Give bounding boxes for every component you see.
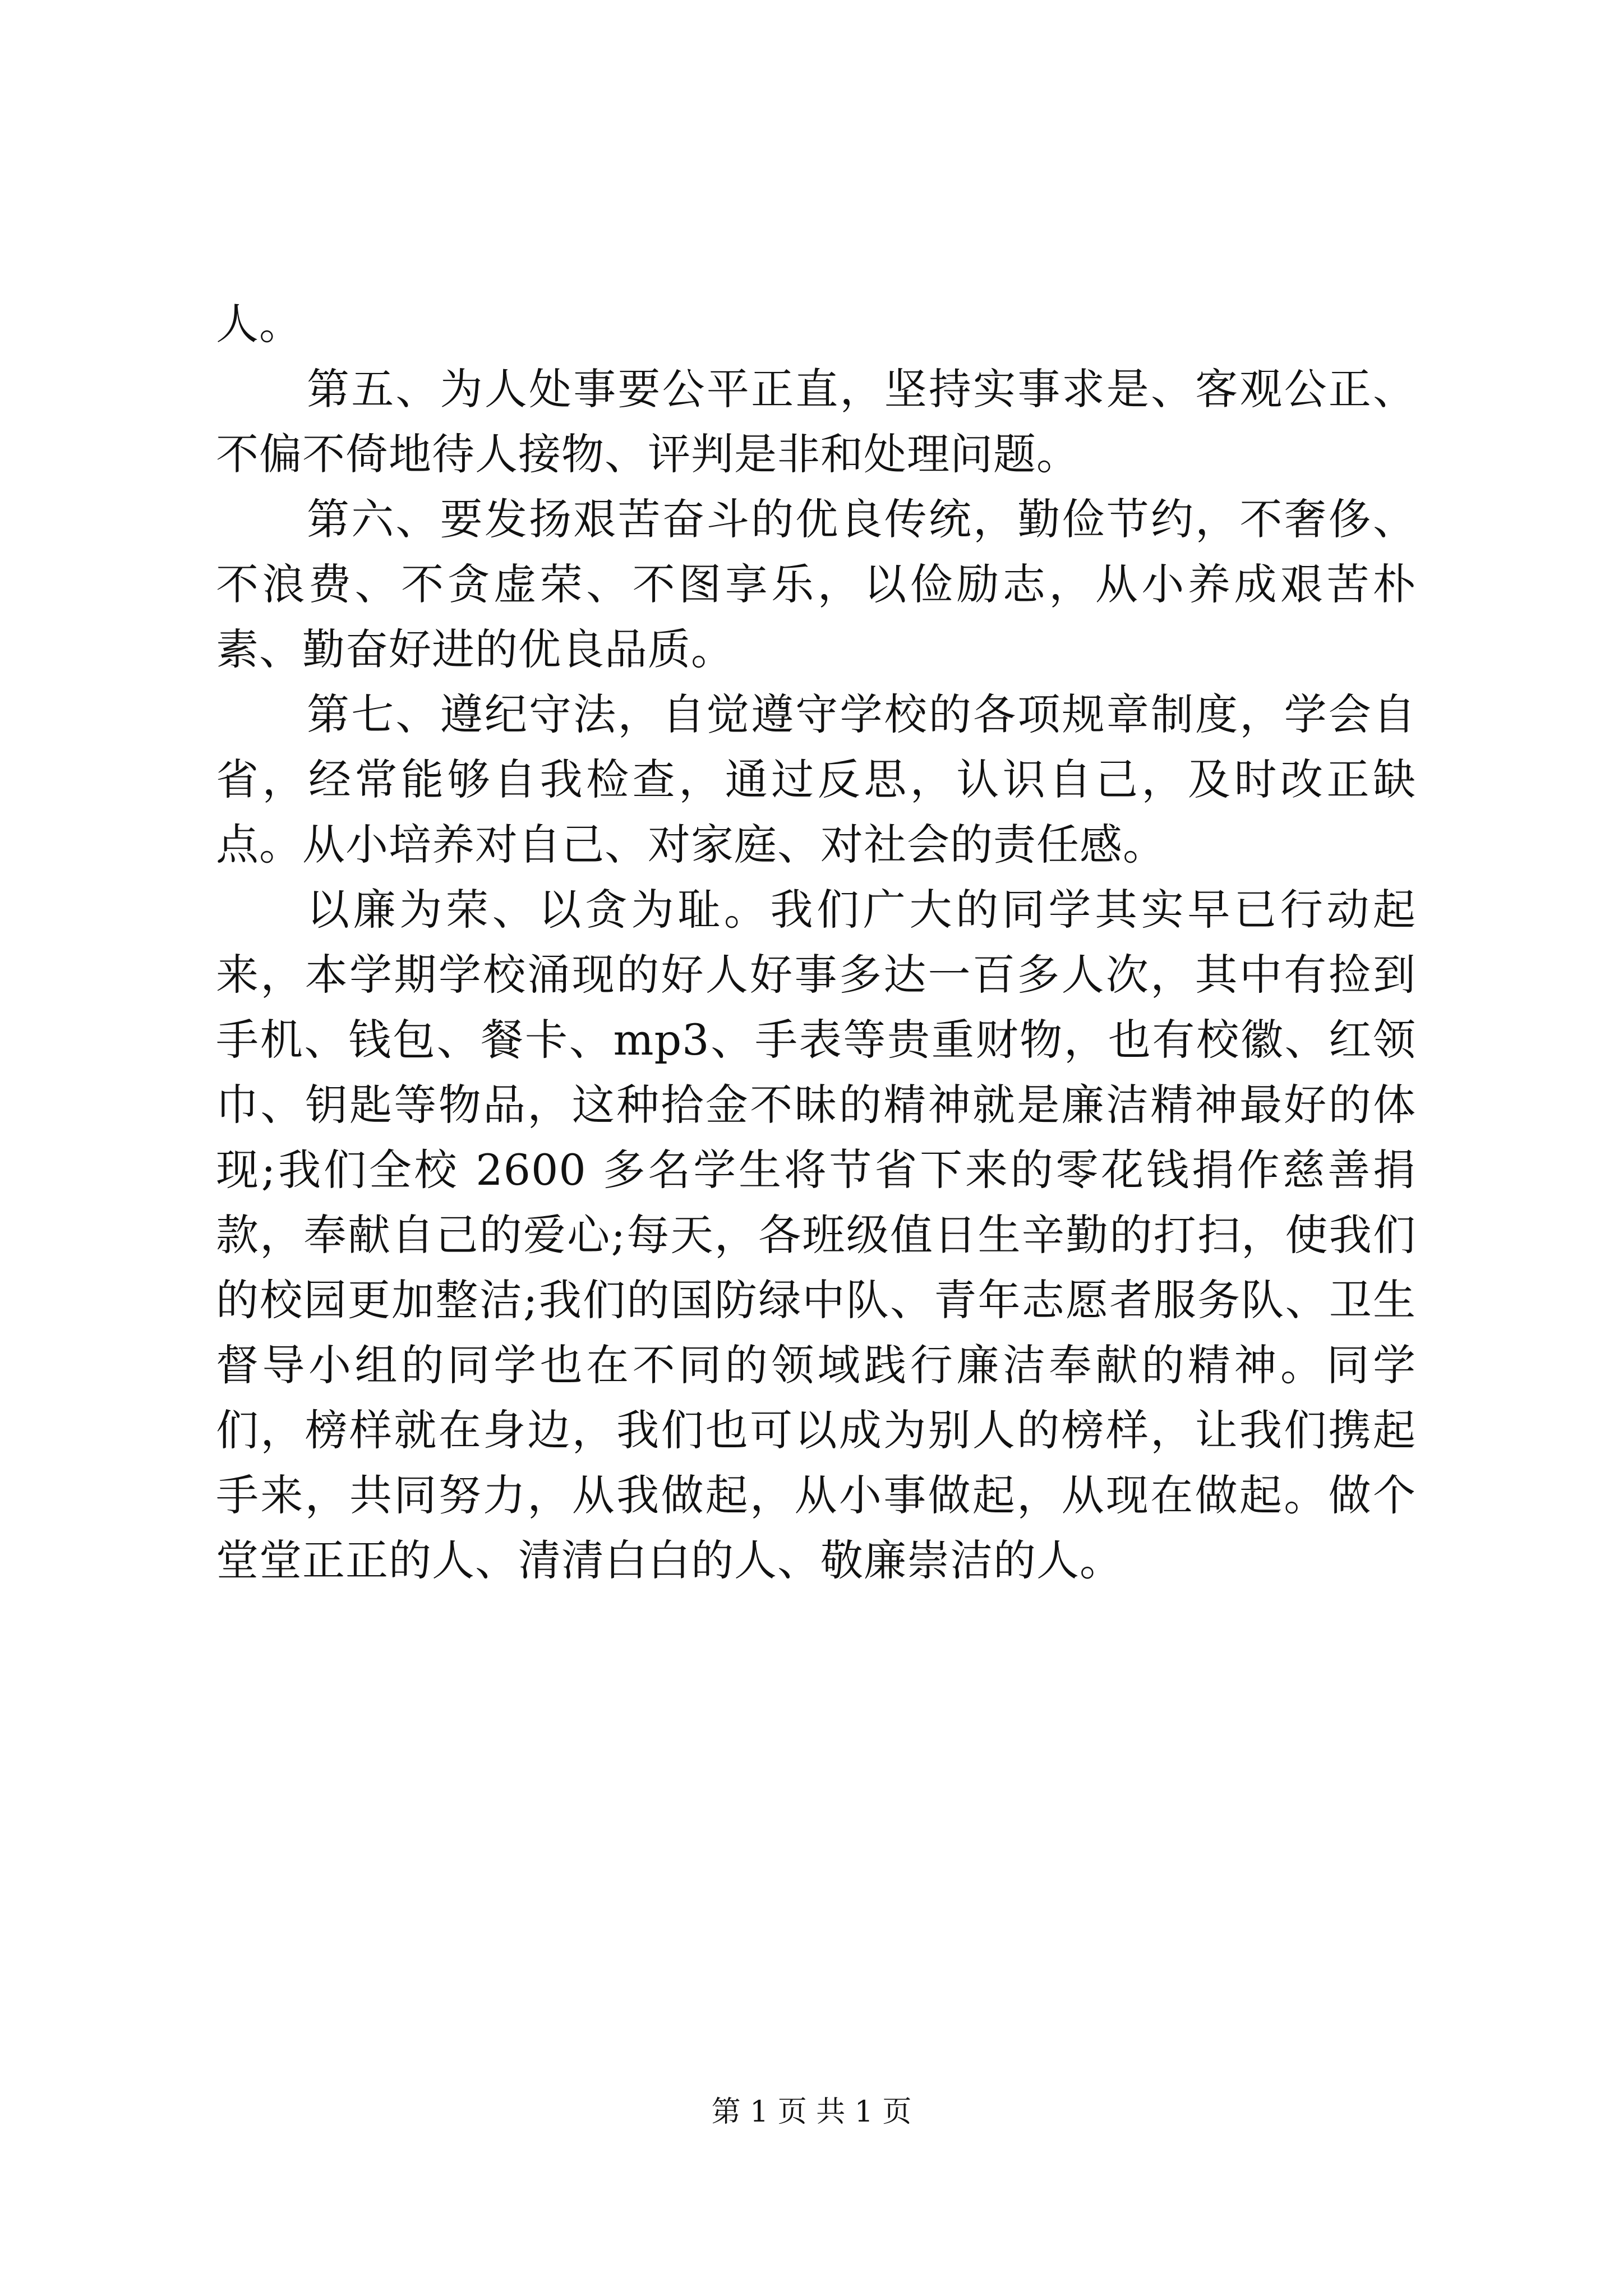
paragraph-seventh: 第七、遵纪守法，自觉遵守学校的各项规章制度，学会自省，经常能够自我检查，通过反思，认识自己，及时改正缺点。从小培养对自己、对家庭、对社会的责任感。 — [216, 689, 1416, 869]
page-footer: 第 1 页 共 1 页 — [711, 2095, 912, 2129]
paragraph-fifth: 第五、为人处事要公平正直，坚持实事求是、客观公正、不偏不倚地待人接物、评判是非和处理问题。 — [216, 364, 1416, 479]
document-body — [216, 292, 1416, 1593]
paragraph-continuation: 人。 — [216, 299, 302, 349]
paragraph-sixth: 第六、要发扬艰苦奋斗的优良传统，勤俭节约，不奢侈、不浪费、不贪虚荣、不图享乐，以俭励志，从小养成艰苦朴素、勤奋好进的优良品质。 — [216, 494, 1416, 674]
paragraph-conclusion: 以廉为荣、以贪为耻。我们广大的同学其实早已行动起来，本学期学校涌现的好人好事多达一百多人次，其中有捡到手机、钱包、餐卡、mp3、手表等贵重财物，也有校徽、红领巾、钥匙等物品，这种拾金不昧的精神就是廉洁精神最好的体现;我们全校 2600 多名学生将节省下来的零花钱捐作慈善捐款，奉献自己的爱心;每天，各班级值日生辛勤的打扫，使我们的校园更加整洁;我们的国防绿中队、青年志愿者服务队、卫生督导小组的同学也在不同的领域践行廉洁奉献的精神。同学们，榜样就在身边，我们也可以成为别人的榜样，让我们携起手来，共同努力，从我做起，从小事做起，从现在做起。做个堂堂正正的人、清清白白的人、敬廉崇洁的人。 — [216, 885, 1416, 1585]
